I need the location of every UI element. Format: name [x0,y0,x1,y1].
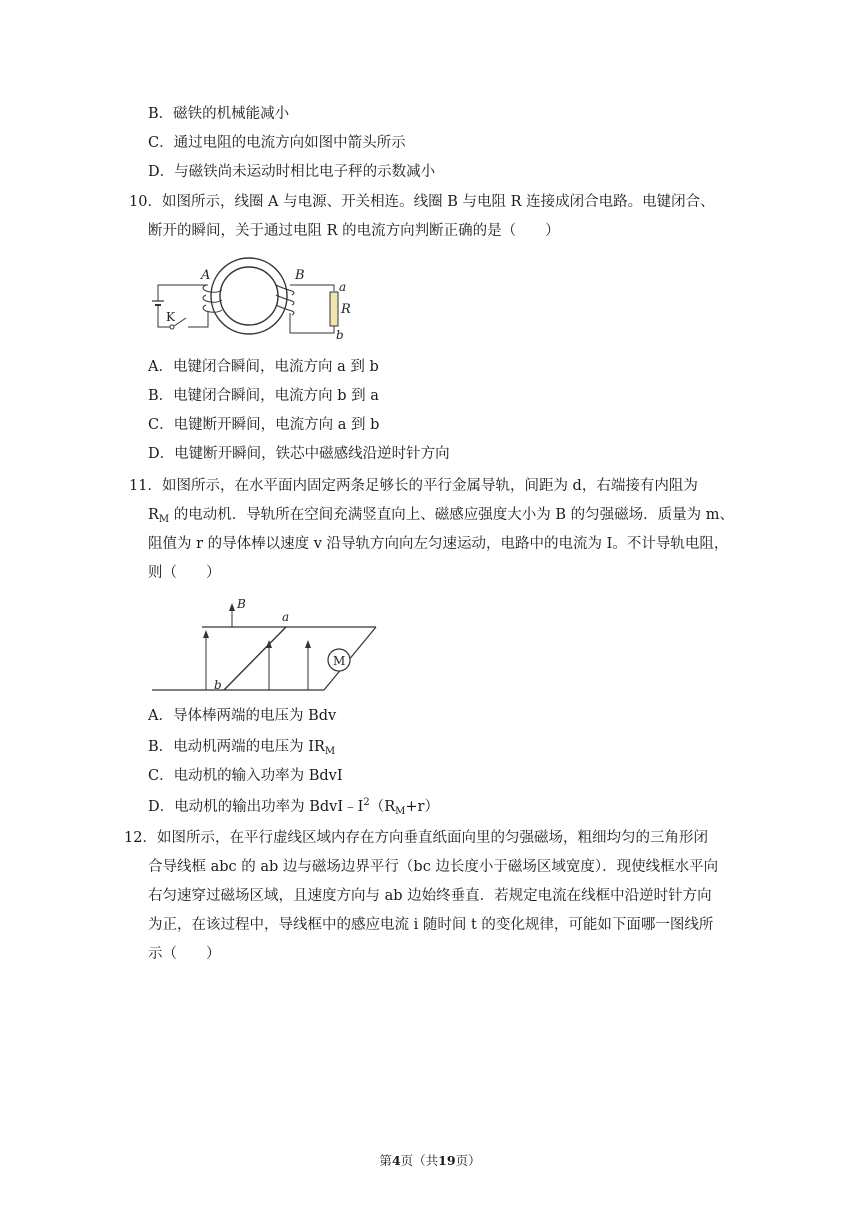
q11-label-b-field: B [237,597,246,611]
q11-stem-line1: 11．如图所示，在水平面内固定两条足够长的平行金属导轨，间距为 d，右端接有内阻为 [129,478,698,494]
q10-option-d: D．电键断开瞬间，铁芯中磁感线沿逆时针方向 [148,446,450,462]
q9-option-d: D．与磁铁尚未运动时相比电子秤的示数减小 [148,164,436,180]
q10-option-c: C．电键断开瞬间，电流方向 a 到 b [148,417,380,433]
q11-option-c: C．电动机的输入功率为 BdvI [148,768,343,784]
q10-option-b: B．电键闭合瞬间，电流方向 b 到 a [148,388,379,404]
q10-label-b-terminal: b [336,328,344,342]
q11-stem-line4: 则（ ） [148,565,221,581]
q10-stem-line2: 断开的瞬间，关于通过电阻 R 的电流方向判断正确的是（ ） [148,223,560,239]
q10-label-a-coil: A [201,268,211,283]
page-footer: 第4页（共19页） [379,1153,481,1168]
q11-stem-line2: $R_M$ 的电动机．导轨所在空间充满竖直向上、磁感应强度大小为 B 的匀强磁场．质量为 m、 [148,507,735,525]
q10-label-b-coil: B [295,268,305,283]
q10-option-a: A．电键闭合瞬间，电流方向 a 到 b [148,359,379,375]
q11-label-a: a [282,610,290,624]
q12-stem-line3: 右匀速穿过磁场区域，且速度方向与 ab 边始终垂直．若规定电流在线框中沿逆时针方向 [148,888,712,904]
q9-option-b: B．磁铁的机械能减小 [148,106,290,122]
q10-label-r: R [341,302,351,317]
q10-stem-line1: 10．如图所示，线圈 A 与电源、开关相连。线圈 B 与电阻 R 连接成闭合电路。电键闭合、 [129,194,715,210]
q10-label-k: K [166,310,175,324]
q9-option-c: C．通过电阻的电流方向如图中箭头所示 [148,135,406,151]
q11-stem-line3: 阻值为 r 的导体棒以速度 v 沿导轨方向向左匀速运动，电路中的电流为 I。不计导轨电阻， [148,536,729,552]
q12-stem-line2: 合导线框 abc 的 ab 边与磁场边界平行（bc 边长度小于磁场区域宽度）．现使线框水平向 [148,859,719,875]
q11-label-b: b [214,678,222,692]
q11-option-b: B．电动机两端的电压为 $IR_M$ [148,739,336,757]
q12-stem-line4: 为正，在该过程中，导线框中的感应电流 i 随时间 t 的变化规律，可能如下面哪一图线所 [148,917,714,933]
q12-stem-line1: 12．如图所示，在平行虚线区域内存在方向垂直纸面向里的匀强磁场，粗细均匀的三角形闭 [124,830,708,846]
q11-figure-rails-motor [148,592,383,696]
q10-figure-coil-circuit [148,255,358,345]
q11-option-a: A．导体棒两端的电压为 Bdv [148,708,337,724]
q12-stem-line5: 示（ ） [148,946,221,962]
q11-option-d: D．电动机的输出功率为 $BdvI﹣I^2(R_M+r)$ [148,797,439,817]
q11-label-m: M [333,654,346,668]
q10-label-a-terminal: a [339,280,347,294]
